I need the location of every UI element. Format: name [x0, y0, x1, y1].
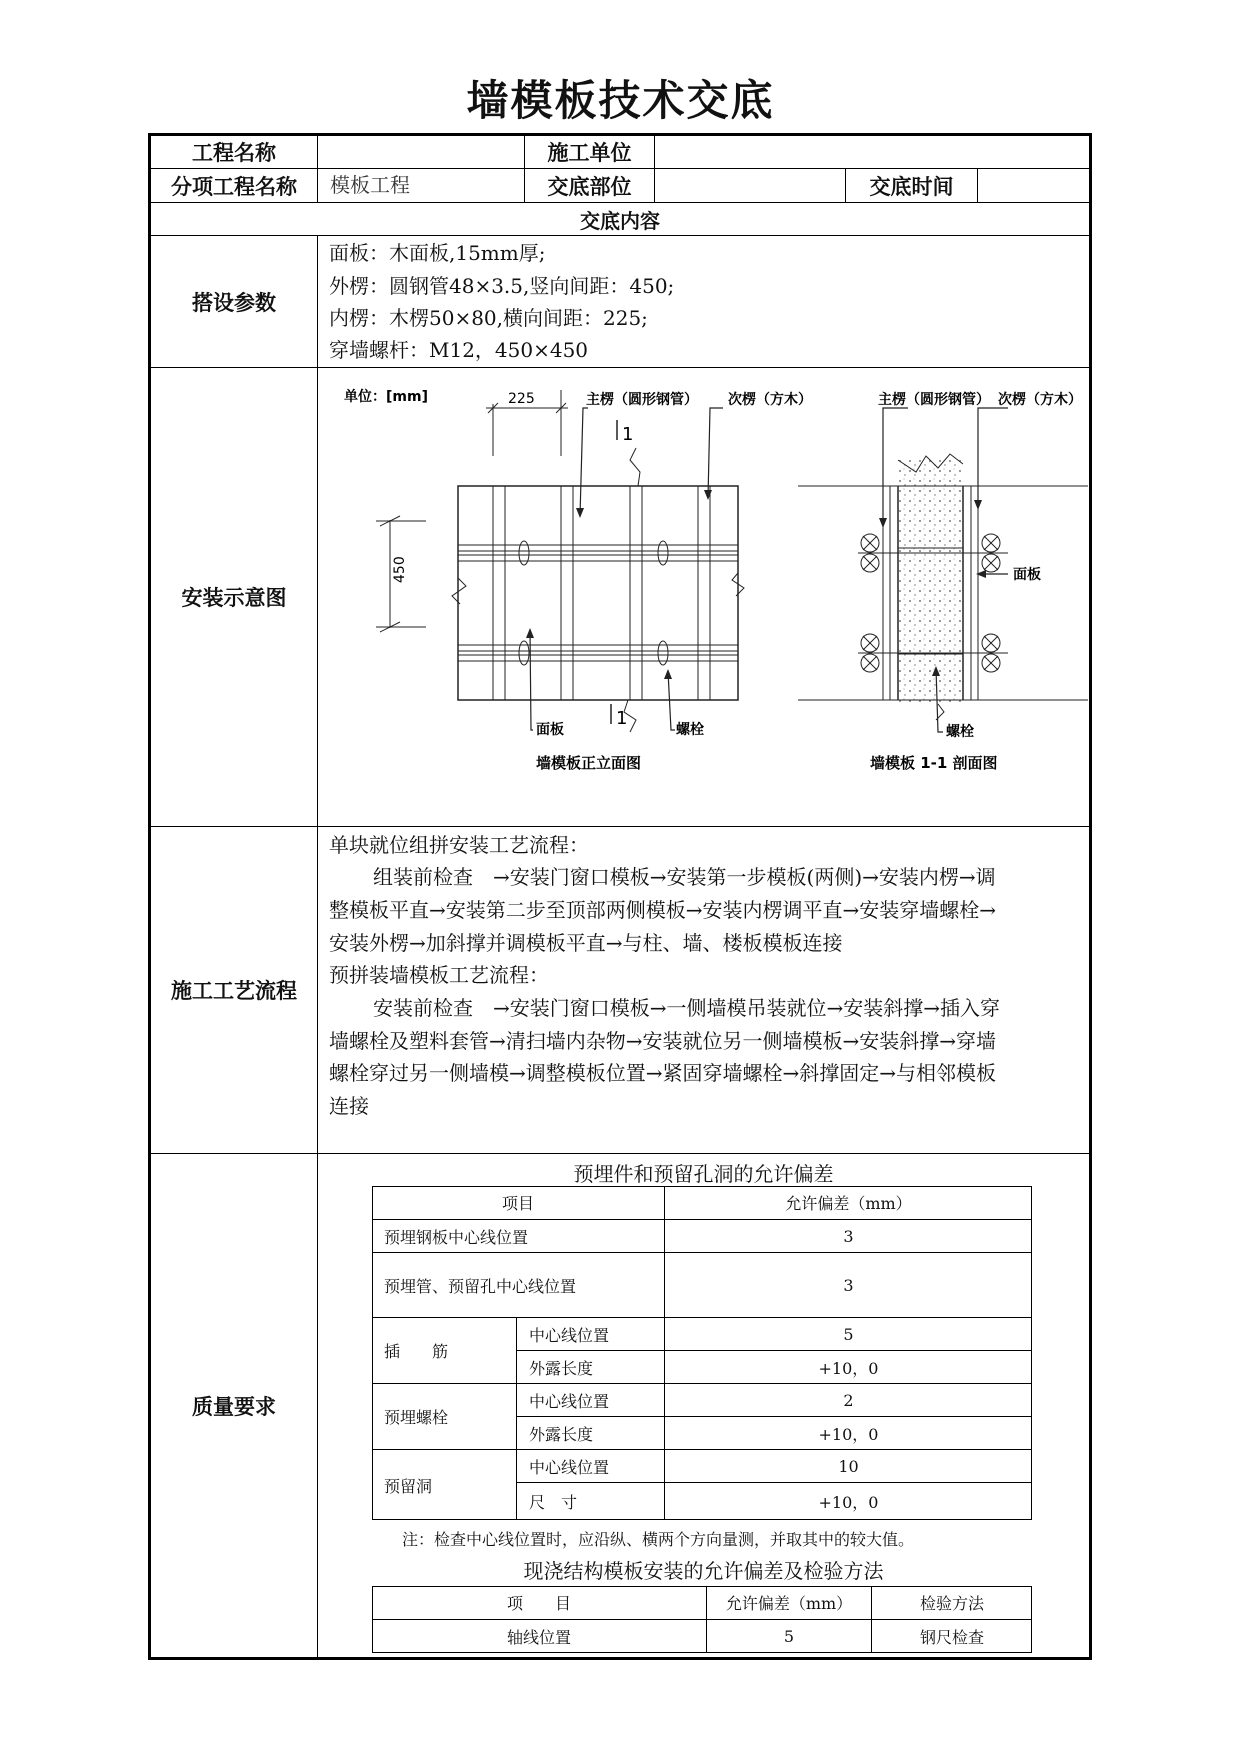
section-bolt-label: 螺栓: [946, 724, 974, 740]
section-secondary-rib-label: 次楞（方木）: [998, 392, 1082, 408]
table2-title: 现浇结构模板安装的允许偏差及检验方法: [523, 1559, 884, 1583]
section-main-rib-label: 主楞（圆形钢管）: [878, 392, 990, 408]
dim-225: 225: [508, 391, 535, 407]
front-elevation: [376, 390, 744, 732]
quality-label: 质量要求: [192, 1394, 276, 1419]
t1-g3-name: 预留洞: [384, 1476, 433, 1496]
panel-label: 面板: [536, 722, 564, 738]
t1-head-dev: 允许偏差（mm）: [785, 1194, 912, 1213]
page-title: 墙模板技术交底: [466, 76, 775, 125]
table1-title: 预埋件和预留孔洞的允许偏差: [573, 1162, 834, 1186]
content-label: 交底内容: [580, 208, 660, 233]
process-line: 连接: [329, 1094, 369, 1118]
process-line: 整模板平直→安装第二步至顶部两侧模板→安装内楞调平直→安装穿墙螺栓→: [329, 898, 997, 922]
process-label: 施工工艺流程: [171, 979, 297, 1003]
t1-head-item: 项目: [501, 1194, 534, 1213]
location-value: [655, 169, 845, 202]
process-line: 组装前检查 →安装门窗口模板→安装第一步模板(两侧)→安装内楞→调: [373, 865, 996, 889]
t1-g2-b-val: +10，0: [818, 1424, 879, 1444]
section-panel-label: 面板: [1013, 567, 1041, 583]
t1-g3-a: 中心线位置: [529, 1457, 610, 1477]
time-label: 交底时间: [869, 174, 954, 199]
t1-g3-b: 尺 寸: [529, 1493, 578, 1512]
sub-project-label: 分项工程名称: [171, 174, 297, 199]
param-line: 穿墙螺杆：M12，450×450: [329, 338, 589, 362]
installation-diagram: [318, 368, 1089, 826]
section-mark-top: 1: [622, 424, 634, 445]
bolt-label: 螺栓: [676, 722, 704, 738]
process-title-2: 预拼装墙模板工艺流程：: [329, 963, 549, 987]
t1-g1-a-val: 5: [843, 1324, 854, 1344]
sub-project-value: 模板工程: [330, 173, 410, 197]
t1-g2-a: 中心线位置: [529, 1391, 610, 1411]
section-view: [798, 408, 1088, 732]
t2-r1-method: 钢尺检查: [919, 1628, 984, 1647]
param-line: 内楞：木楞50×80,横向间距：225;: [329, 306, 648, 330]
t1-g1-b: 外露长度: [529, 1358, 594, 1378]
t2-r1-val: 5: [783, 1627, 795, 1646]
secondary-rib-label: 次楞（方木）: [728, 392, 812, 408]
main-rib-label: 主楞（圆形钢管）: [586, 392, 698, 408]
t1-r1-val: 3: [843, 1226, 854, 1246]
project-name-label: 工程名称: [192, 141, 276, 165]
process-line: 螺栓穿过另一侧墙模→调整模板位置→紧固穿墙螺栓→斜撑固定→与相邻模板: [329, 1061, 997, 1085]
disclosure-table: [148, 133, 1092, 1660]
process-line: 安装前检查 →安装门窗口模板→一侧墙模吊装就位→安装斜撑→插入穿: [373, 996, 1001, 1020]
unit-text: 单位：[mm]: [344, 389, 428, 405]
process-title-1: 单块就位组拼安装工艺流程：: [329, 833, 589, 857]
construction-unit-value: [655, 136, 1089, 168]
t2-r1-item: 轴线位置: [506, 1628, 571, 1647]
t1-g2-b: 外露长度: [529, 1424, 594, 1444]
params-label: 搭设参数: [192, 290, 276, 315]
t1-g2-a-val: 2: [843, 1390, 854, 1410]
t1-g1-b-val: +10，0: [818, 1358, 879, 1378]
section-caption: 墙模板 1-1 剖面图: [870, 754, 998, 772]
t1-g3-a-val: 10: [838, 1456, 859, 1476]
table1-note: 注：检查中心线位置时，应沿纵、横两个方向量测，并取其中的较大值。: [402, 1530, 915, 1549]
t2-head-method: 检验方法: [919, 1594, 984, 1613]
location-label: 交底部位: [547, 174, 632, 199]
t2-head-item: 项 目: [506, 1594, 571, 1613]
t1-g3-b-val: +10，0: [818, 1493, 879, 1512]
t1-g1-name: 插 筋: [384, 1342, 449, 1361]
t1-g1-a: 中心线位置: [529, 1325, 610, 1345]
time-value: [978, 169, 1089, 202]
front-caption: 墙模板正立面图: [536, 754, 642, 772]
construction-unit-label: 施工单位: [547, 141, 632, 165]
project-name-value: [318, 136, 524, 168]
t2-head-dev: 允许偏差（mm）: [725, 1594, 853, 1613]
dim-450: 450: [392, 556, 408, 583]
t1-r2-val: 3: [843, 1275, 854, 1295]
section-mark-bottom: 1: [616, 708, 628, 729]
t1-r1-item: 预埋钢板中心线位置: [384, 1227, 529, 1247]
diagram-label: 安装示意图: [181, 586, 287, 610]
param-line: 面板：木面板,15mm厚;: [329, 241, 546, 265]
process-line: 安装外楞→加斜撑并调模板平直→与柱、墙、楼板模板连接: [329, 931, 843, 955]
process-line: 墙螺栓及塑料套管→清扫墙内杂物→安装就位另一侧墙模板→安装斜撑→穿墙: [329, 1029, 997, 1053]
t1-g2-name: 预埋螺栓: [384, 1408, 449, 1427]
t1-r2-item: 预埋管、预留孔中心线位置: [384, 1276, 577, 1296]
param-line: 外楞：圆钢管48×3.5,竖向间距：450;: [329, 274, 675, 298]
